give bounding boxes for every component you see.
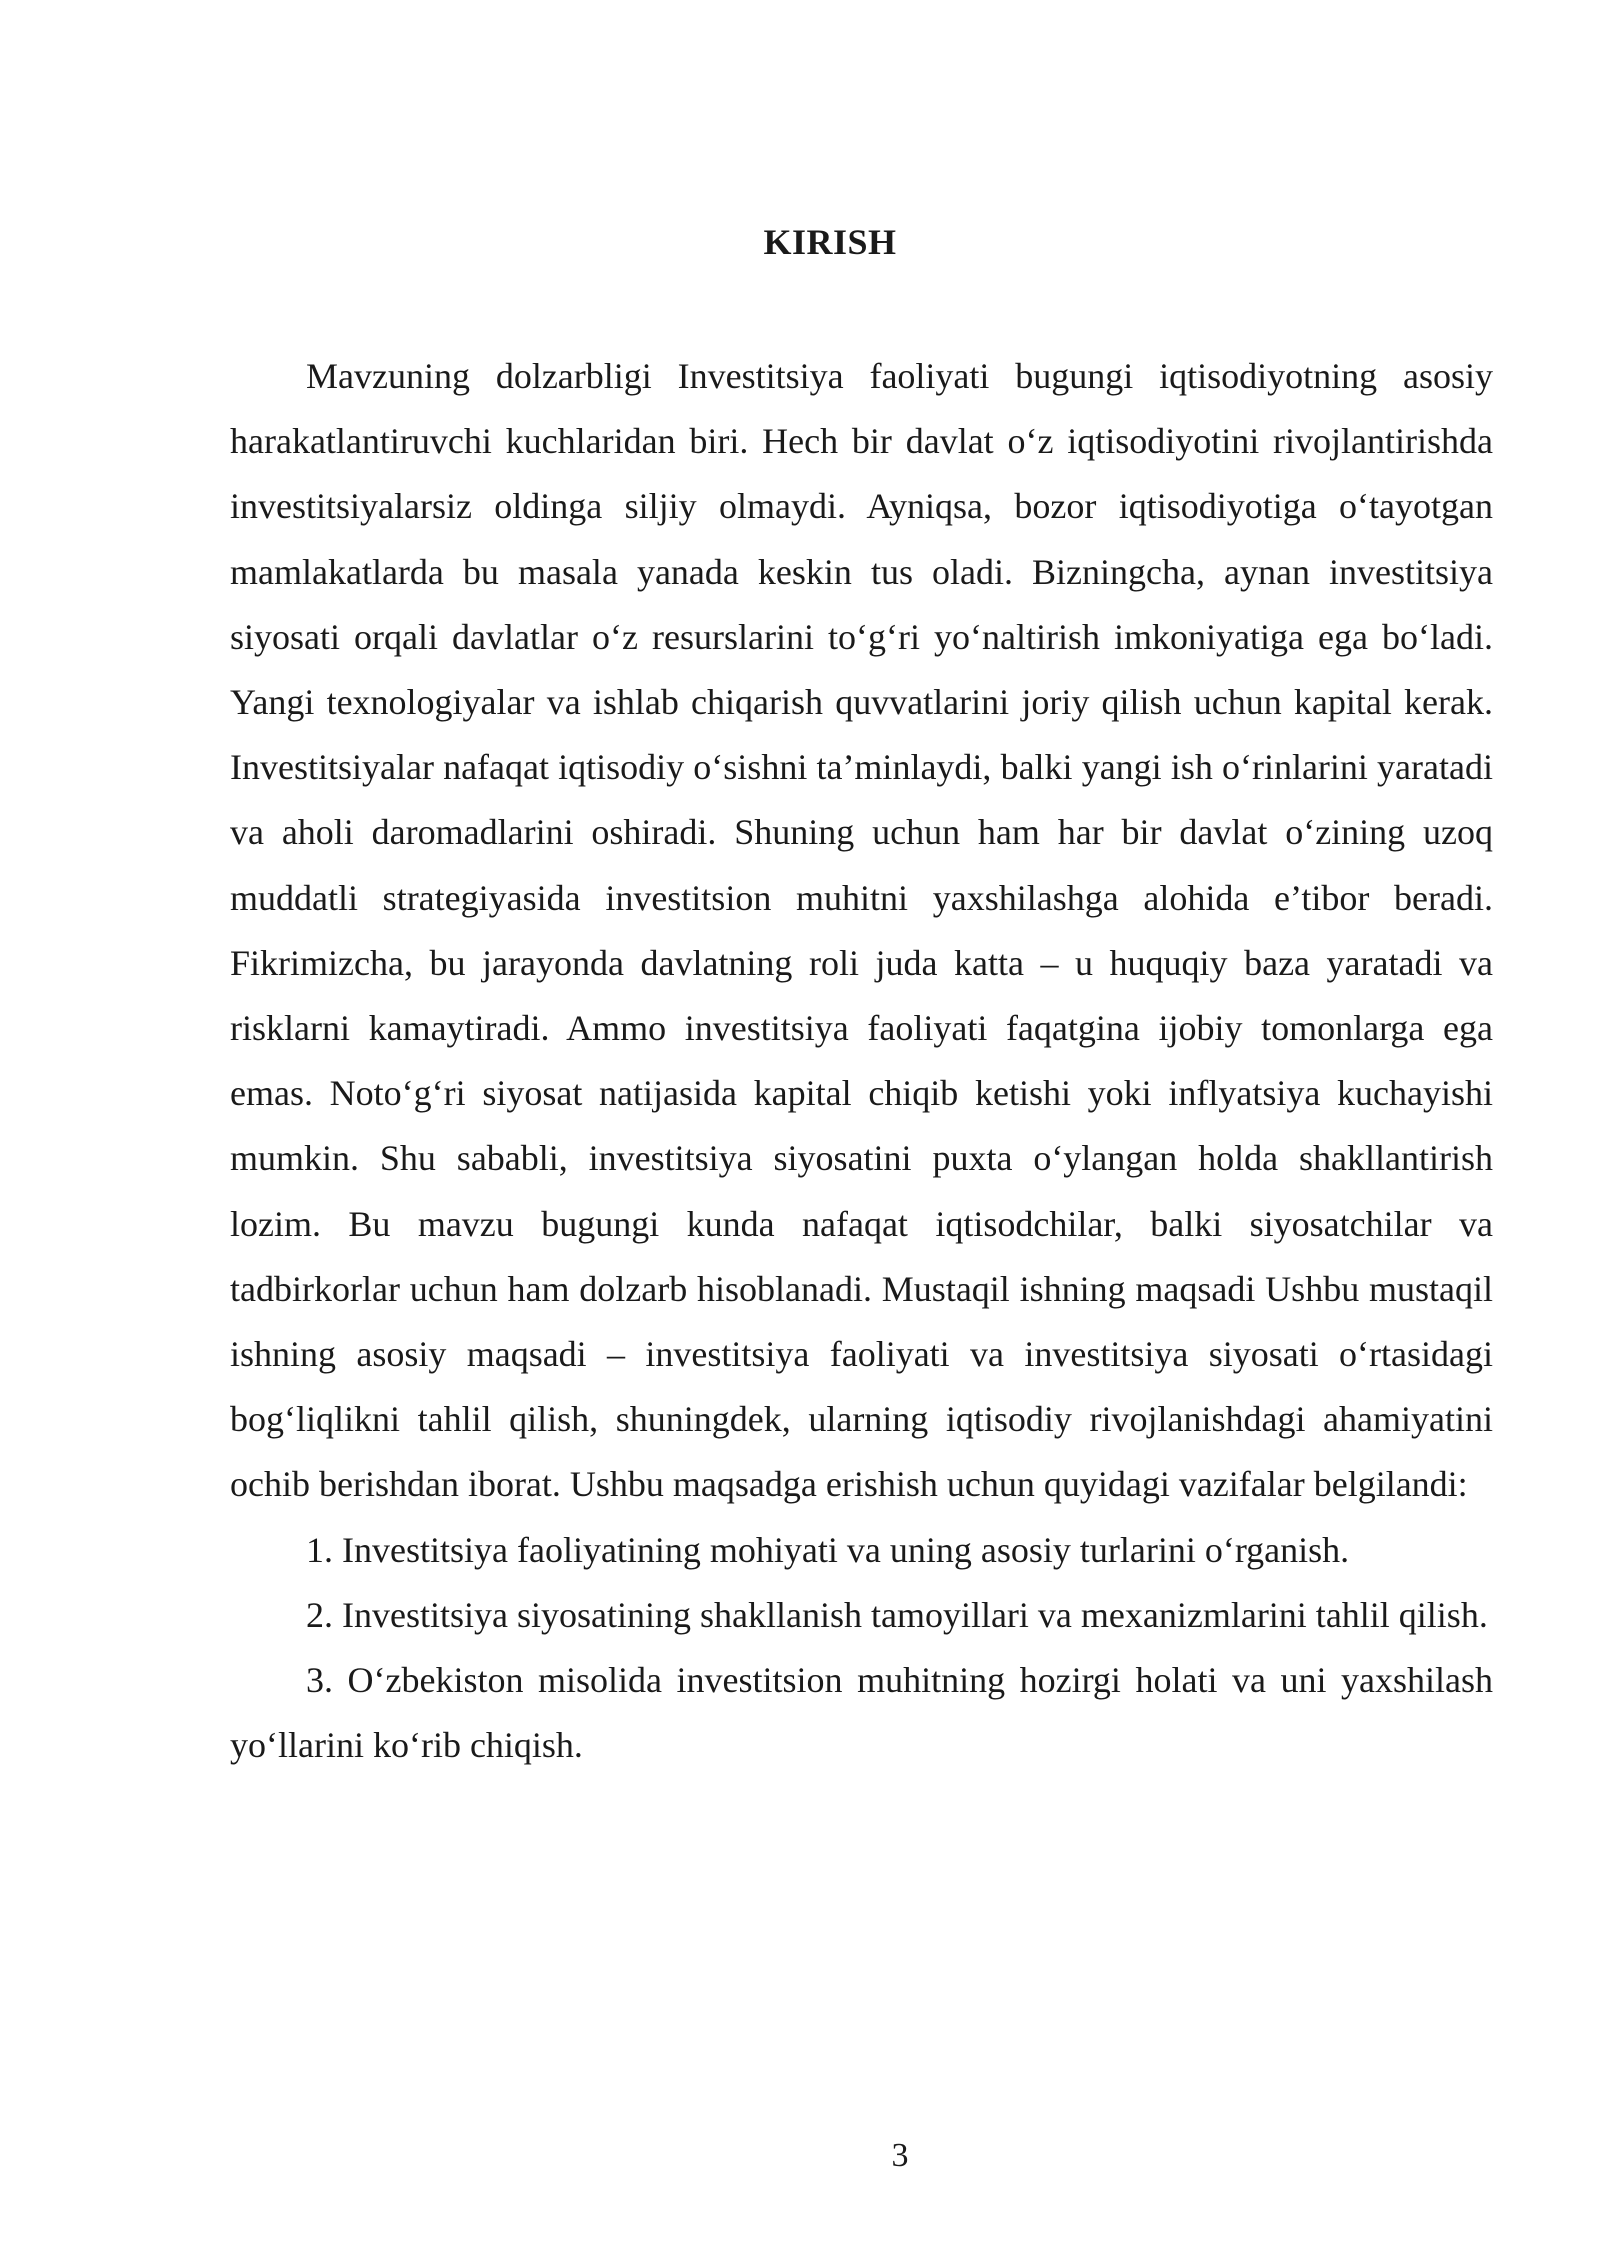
page-title: KIRISH <box>763 222 897 262</box>
list-item: 3. O‘zbekiston misolida investitsion muhitning hozirgi holati va uni yaxshilash yo‘llarini ko‘rib chiqish. <box>230 1660 1493 1766</box>
page-number: 3 <box>891 2137 909 2174</box>
intro-paragraph: Mavzuning dolzarbligi Investitsiya faoliyati bugungi iqtisodiyotning asosiy harakatlantiruvchi kuchlaridan biri. Hech bir davlat o‘z iqtisodiyotini rivojlantirishda investitsiyalarsiz oldinga siljiy olmaydi. Ayniqsa, bozor iqtisodiyotiga o‘tayotgan mamlakatlarda bu masala yanada keskin tus oladi. Bizningcha, aynan investitsiya siyosati orqali davlatlar o‘z resurslarini to‘g‘ri yo‘naltirish imkoniyatiga ega bo‘ladi. Yangi texnologiyalar va ishlab chiqarish quvvatlarini joriy qilish uchun kapital kerak. Investitsiyalar nafaqat iqtisodiy o‘sishni ta’minlaydi, balki yangi ish o‘rinlarini yaratadi va aholi daromadlarini oshiradi. Shuning uchun ham har bir davlat o‘zining uzoq muddatli strategiyasida investitsion muhitni yaxshilashga alohida e’tibor beradi. Fikrimizcha, bu jarayonda davlatning roli juda katta – u huquqiy baza yaratadi va risklarni kamaytiradi. Ammo investitsiya faoliyati faqatgina ijobiy tomonlarga ega emas. Noto‘g‘ri siyosat natijasida kapital chiqib ketishi yoki inflyatsiya kuchayishi mumkin. Shu sababli, investitsiya siyosatini puxta o‘ylangan holda shakllantirish lozim. Bu mavzu bugungi kunda nafaqat iqtisodchilar, balki siyosatchilar va tadbirkorlar uchun ham dolzarb hisoblanadi. Mustaqil ishning maqsadi Ushbu mustaqil ishning asosiy maqsadi – investitsiya faoliyati va investitsiya siyosati o‘rtasidagi bog‘liqlikni tahlil qilish, shuningdek, ularning iqtisodiy rivojlanishdagi ahamiyatini ochib berishdan iborat. Ushbu maqsadga erishish uchun quyidagi vazifalar belgilandi: <box>230 356 1493 1505</box>
list-item: 2. Investitsiya siyosatining shakllanish tamoyillari va mexanizmlarini tahlil qilish. <box>306 1594 1488 1635</box>
body-text <box>230 344 1493 1778</box>
list-item: 1. Investitsiya faoliyatining mohiyati va uning asosiy turlarini o‘rganish. <box>306 1529 1350 1570</box>
